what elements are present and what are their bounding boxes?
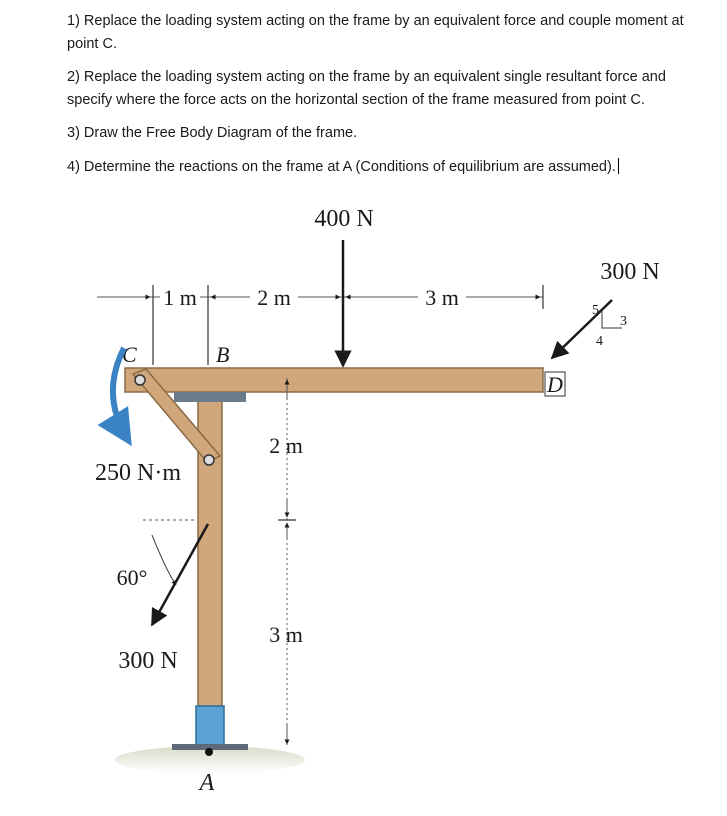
dim-label-2m-vert: 2 m [269, 433, 303, 458]
slope-3: 3 [620, 314, 627, 329]
label-a: A [199, 770, 215, 796]
pin-c [135, 375, 145, 385]
horizontal-beam [125, 368, 543, 392]
question-4-text: 4) Determine the reactions on the frame at A (Conditions of equilibrium are assumed). [67, 159, 616, 175]
angle-arc [152, 535, 176, 585]
question-2: 2) Replace the loading system acting on the frame by an equivalent single resultant force and specify where the force acts on the horizontal section of the frame measured from point C. [67, 69, 666, 108]
moment-label: 250 N·m [95, 460, 181, 486]
label-b: B [216, 342, 230, 367]
force-300n-right-label: 300 N [600, 259, 660, 285]
question-3: 3) Draw the Free Body Diagram of the frame. [67, 125, 358, 141]
slope-5: 5 [592, 303, 599, 318]
slope-4: 4 [596, 334, 603, 349]
base-bracket [196, 706, 224, 748]
label-d: D [547, 372, 563, 397]
dim-label-3m-top: 3 m [425, 285, 459, 310]
dim-label-3m-vert: 3 m [269, 622, 303, 647]
dim-label-1m: 1 m [163, 285, 197, 310]
joint-bracket [174, 392, 246, 402]
force-400n-label: 400 N [314, 206, 374, 232]
pin-brace-post [204, 455, 214, 465]
force-300n-right-arrow [552, 300, 612, 358]
force-300n-left-label: 300 N [118, 648, 178, 674]
question-1: 1) Replace the loading system acting on the frame by an equivalent force and couple moment at point C. [67, 13, 684, 52]
slope-triangle [602, 308, 622, 328]
angle-label: 60° [116, 565, 148, 590]
dim-label-2m-top: 2 m [257, 285, 291, 310]
label-c: C [122, 342, 137, 367]
support-point-a [205, 748, 213, 756]
